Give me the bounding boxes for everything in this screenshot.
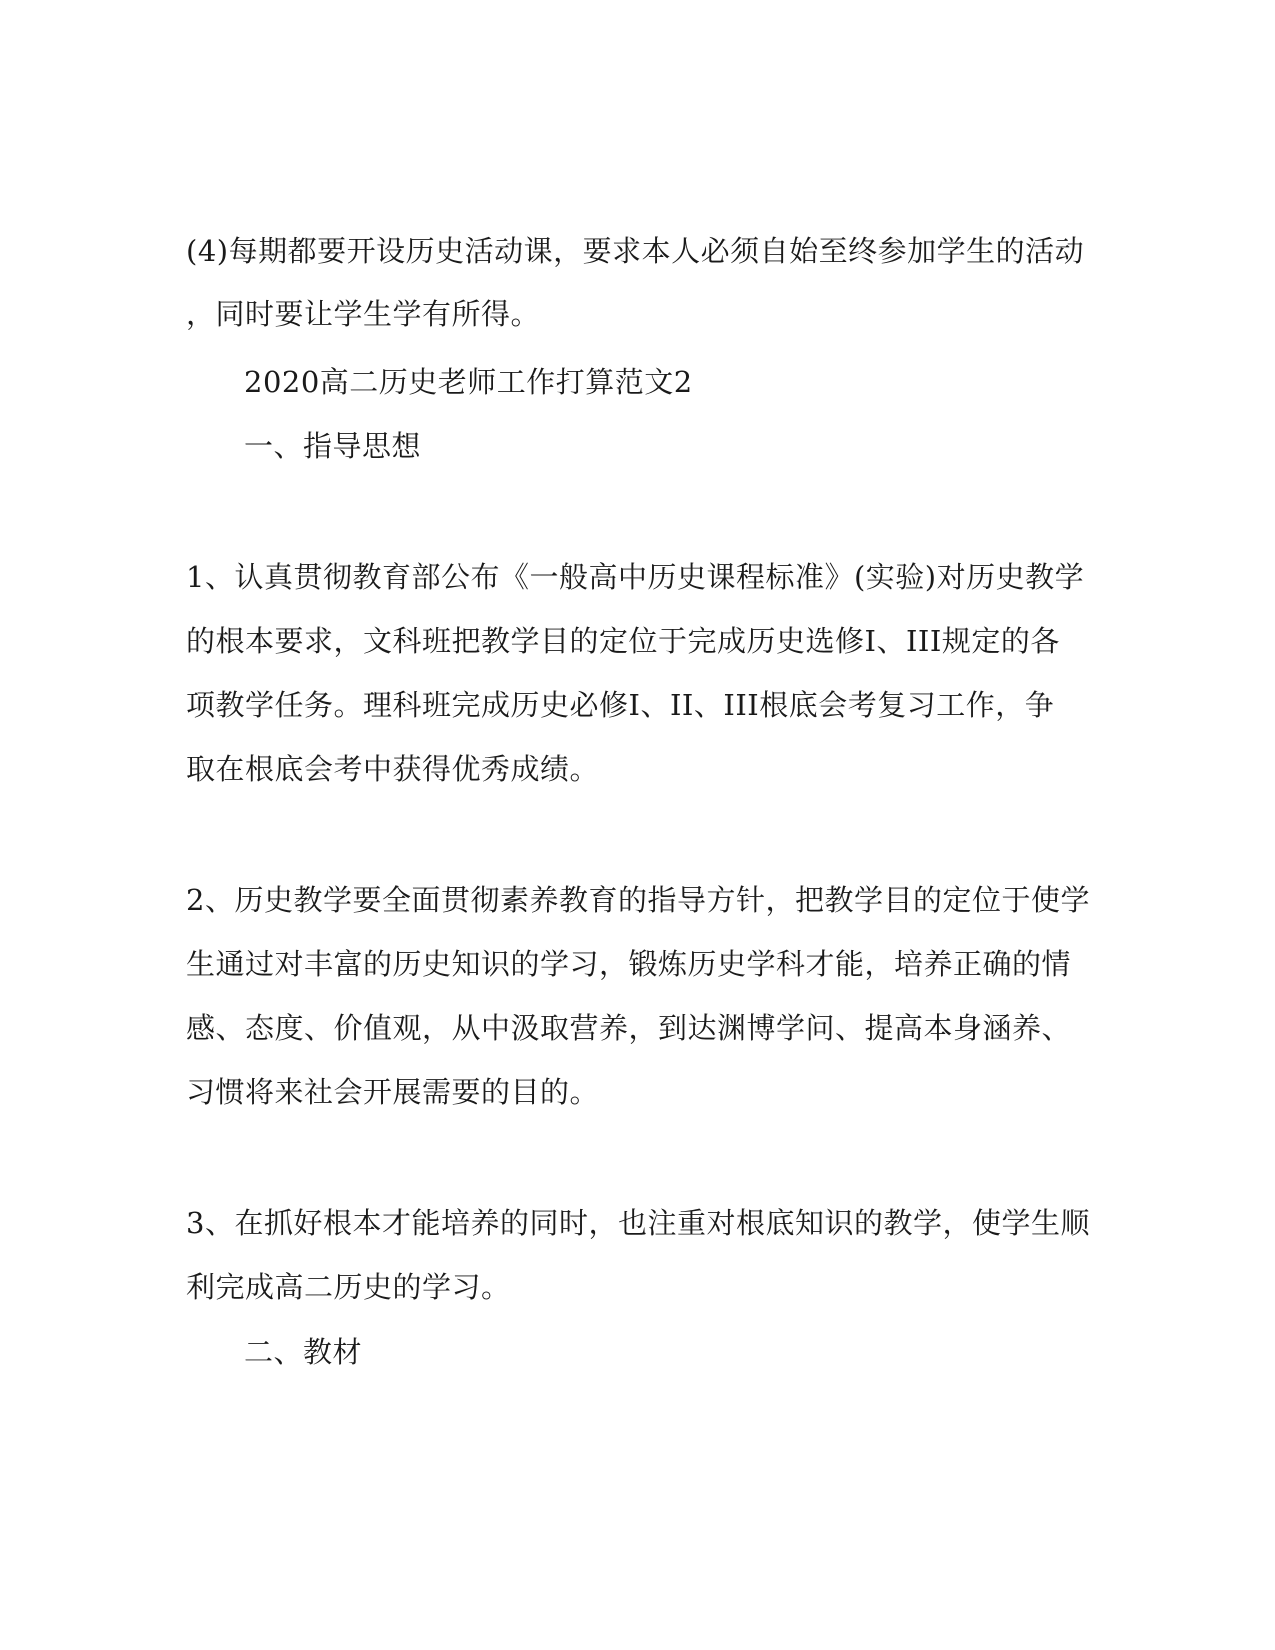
item-3-line-2: 利完成高二历史的学习。 [186,1270,511,1304]
item-1-line-2: 的根本要求，文科班把教学目的定位于完成历史选修I、III规定的各 [186,624,1060,658]
item-2-line-2: 生通过对丰富的历史知识的学习，锻炼历史学科才能，培养正确的情 [186,947,1072,981]
item-2-line-1: 2、历史教学要全面贯彻素养教育的指导方针，把教学目的定位于使学 [186,883,1090,917]
paragraph-4-line-2: ，同时要让学生学有所得。 [186,297,541,331]
item-2-line-3: 感、态度、价值观，从中汲取营养，到达渊博学问、提高本身涵养、 [186,1011,1072,1045]
document-title: 2020高二历史老师工作打算范文2 [244,365,693,399]
item-2-line-4: 习惯将来社会开展需要的目的。 [186,1075,600,1109]
item-1-line-3: 项教学任务。理科班完成历史必修I、II、III根底会考复习工作，争 [186,688,1055,722]
item-1-line-1: 1、认真贯彻教育部公布《一般高中历史课程标准》(实验)对历史教学 [186,560,1085,594]
item-3-line-1: 3、在抓好根本才能培养的同时，也注重对根底知识的教学，使学生顺 [186,1206,1090,1240]
section-heading-textbook: 二、教材 [244,1335,363,1369]
section-heading-guiding-thought: 一、指导思想 [244,429,422,463]
item-1-line-4: 取在根底会考中获得优秀成绩。 [186,752,600,786]
paragraph-4-line-1: (4)每期都要开设历史活动课，要求本人必须自始至终参加学生的活动 [186,234,1085,268]
